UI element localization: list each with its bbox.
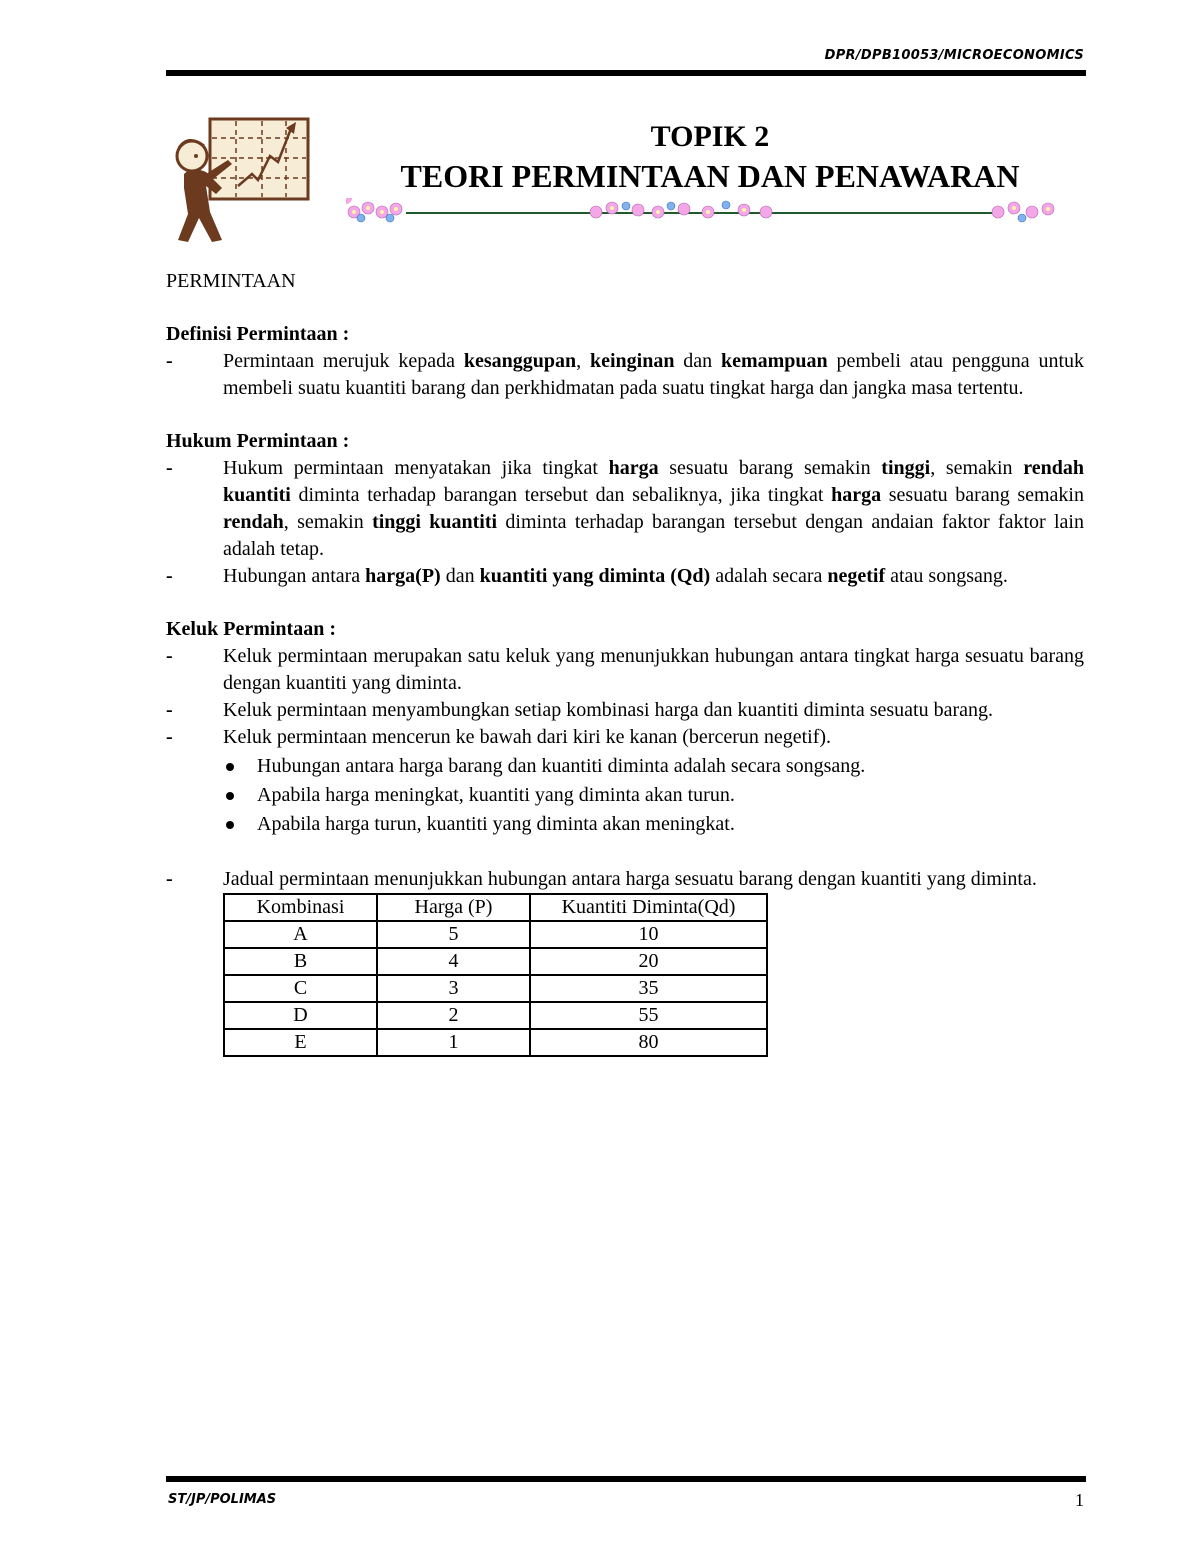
keluk-text-2: Keluk permintaan menyambungkan setiap kombinasi harga dan kuantiti diminta sesuatu barang. <box>223 699 993 721</box>
bullet-dot-icon <box>223 782 257 809</box>
table-cell: E <box>224 1029 377 1056</box>
demand-schedule-table <box>223 893 768 1057</box>
bullet-item: Apabila harga meningkat, kuantiti yang diminta akan turun. <box>223 782 1084 809</box>
jadual-text: Jadual permintaan menunjukkan hubungan antara harga sesuatu barang dengan kuantiti yang diminta. <box>223 868 1037 890</box>
table-cell: 5 <box>377 921 530 948</box>
column-header: Harga (P) <box>377 894 530 921</box>
footer-code: ST/JP/POLIMAS <box>168 1492 277 1507</box>
table-cell: 20 <box>530 948 767 975</box>
bullet-dot-icon <box>223 753 257 780</box>
keluk-text-3: Keluk permintaan mencerun ke bawah dari kiri ke kanan (bercerun negetif). <box>223 726 832 748</box>
hukum-heading: Hukum Permintaan : <box>166 430 350 452</box>
bullet-item: Hubungan antara harga barang dan kuantiti diminta adalah secara songsang. <box>223 753 1084 780</box>
topic-number: TOPIK 2 <box>650 120 770 153</box>
table-cell: 4 <box>377 948 530 975</box>
header-code: DPR/DPB10053/MICROECONOMICS <box>824 48 1084 63</box>
table-cell: 35 <box>530 975 767 1002</box>
column-header: Kuantiti Diminta(Qd) <box>530 894 767 921</box>
dash-marker: - <box>166 350 173 372</box>
table-cell: C <box>224 975 377 1002</box>
table-row <box>224 948 767 975</box>
table-header-row <box>224 894 767 921</box>
table-cell: 10 <box>530 921 767 948</box>
keluk-item-1 <box>166 643 1084 697</box>
topic-title: TEORI PERMINTAAN DAN PENAWARAN <box>400 158 1020 194</box>
keluk-item-3 <box>166 724 1084 751</box>
dash-marker: - <box>166 457 173 479</box>
keluk-item-2 <box>166 697 1084 724</box>
keluk-bullet-list <box>223 753 1084 838</box>
hukum-text-2: Hubungan antara harga(P) dan kuantiti yang diminta (Qd) adalah secara negetif atau songsang. <box>223 565 1008 587</box>
definisi-item <box>166 348 1084 402</box>
table-cell: A <box>224 921 377 948</box>
dash-marker: - <box>166 645 173 667</box>
table-cell: 1 <box>377 1029 530 1056</box>
table-cell: D <box>224 1002 377 1029</box>
dash-marker: - <box>166 699 173 721</box>
column-header: Kombinasi <box>224 894 377 921</box>
header-rule <box>166 70 1086 76</box>
table-row <box>224 1029 767 1056</box>
bullet-dot-icon <box>223 811 257 838</box>
flower-divider <box>346 198 1058 228</box>
jadual-item <box>166 866 1084 893</box>
definisi-text: Permintaan merujuk kepada kesanggupan, keinginan dan kemampuan pembeli atau pengguna untuk membeli suatu kuantiti barang dan perkhidmatan pada suatu tingkat harga dan jangka masa tertentu. <box>223 350 1085 399</box>
document-body <box>166 268 1084 1057</box>
dash-marker: - <box>166 726 173 748</box>
table-cell: 2 <box>377 1002 530 1029</box>
dash-marker: - <box>166 565 173 587</box>
table-cell: 3 <box>377 975 530 1002</box>
keluk-text-1: Keluk permintaan merupakan satu keluk yang menunjukkan hubungan antara tingkat harga sesuatu barang dengan kuantiti yang diminta. <box>223 645 1084 694</box>
table-row <box>224 1002 767 1029</box>
bullet-item: Apabila harga turun, kuantiti yang diminta akan meningkat. <box>223 811 1084 838</box>
table-row <box>224 921 767 948</box>
definisi-heading: Definisi Permintaan : <box>166 323 350 345</box>
table-row <box>224 975 767 1002</box>
dash-marker: - <box>166 868 173 890</box>
footer-rule <box>166 1476 1086 1482</box>
presenter-chart-clipart <box>166 116 312 244</box>
keluk-heading: Keluk Permintaan : <box>166 618 336 640</box>
table-cell: 55 <box>530 1002 767 1029</box>
table-cell: B <box>224 948 377 975</box>
hukum-text-1: Hukum permintaan menyatakan jika tingkat harga sesuatu barang semakin tinggi, semakin rendah kuantiti diminta terhadap barangan tersebut dan sebaliknya, jika tingkat harga sesuatu barang semakin rendah, semakin tinggi kuantiti diminta terhadap barangan tersebut dengan andaian faktor faktor lain adalah tetap. <box>223 457 1084 560</box>
hukum-item-1 <box>166 455 1084 563</box>
table-cell: 80 <box>530 1029 767 1056</box>
page-number: 1 <box>1075 1490 1084 1510</box>
hukum-item-2 <box>166 563 1084 590</box>
section-title: PERMINTAAN <box>166 270 296 292</box>
